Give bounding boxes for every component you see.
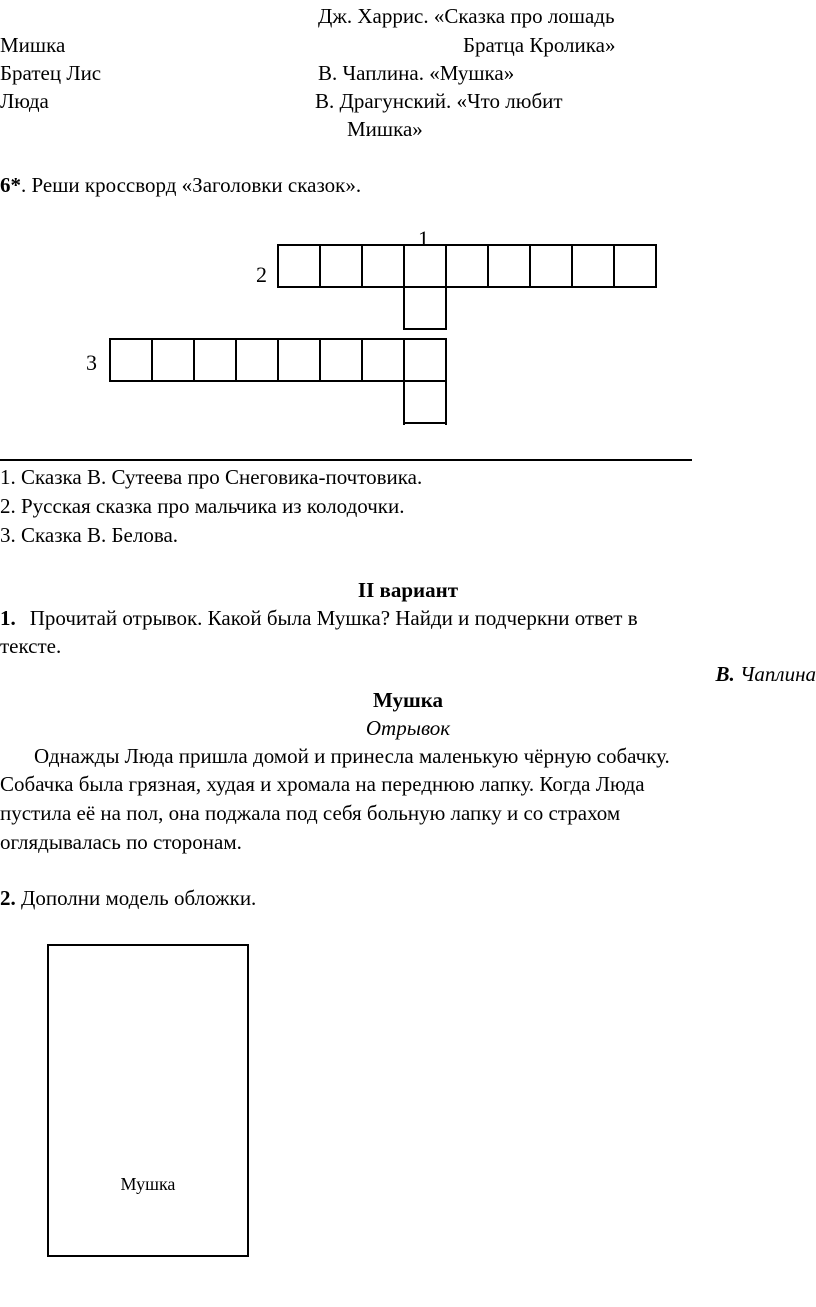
clue-number-2: 2 <box>256 262 267 287</box>
clue-3: 3. Сказка В. Белова. <box>0 523 179 547</box>
crossword-grid <box>0 215 692 425</box>
crossword-cell-row3 <box>152 339 194 381</box>
matching-right-5: Мишка» <box>347 117 423 141</box>
task1-number: 1. <box>0 606 16 630</box>
crossword-cell-col1 <box>404 423 446 425</box>
crossword-cell-row2 <box>488 245 530 287</box>
task2-text: Дополни модель обложки. <box>21 886 257 910</box>
clue-1: 1. Сказка В. Сутеева про Снеговика-почтовика. <box>0 465 423 489</box>
story-title: Мушка <box>372 688 444 712</box>
matching-right-4: В. Драгунский. «Что любит <box>315 89 563 113</box>
task6-text: . Реши кроссворд «Заголовки сказок». <box>21 173 362 197</box>
task1-line1 <box>0 606 638 631</box>
matching-left-2: Братец Лис <box>0 61 102 85</box>
story-line-4: оглядывалась по сторонам. <box>0 830 242 854</box>
story-line-3: пустила её на пол, она поджала под себя больную лапку и со страхом <box>0 801 621 825</box>
author-initial: В. <box>715 662 735 686</box>
crossword-cell-row2 <box>320 245 362 287</box>
matching-left-3: Люда <box>0 89 49 113</box>
crossword-cell-row2 <box>614 245 656 287</box>
cover-model <box>47 944 249 1257</box>
clue-2: 2. Русская сказка про мальчика из колодочки. <box>0 494 405 518</box>
variant-title: II вариант <box>357 578 459 602</box>
task2-number: 2. <box>0 886 16 910</box>
task1-text: Прочитай отрывок. Какой была Мушка? Найди и подчеркни ответ в <box>29 606 638 630</box>
author-name: Чаплина <box>739 662 816 686</box>
crossword-cell-row2 <box>362 245 404 287</box>
crossword-cell-row3 <box>194 339 236 381</box>
crossword-cell-col1 <box>404 381 446 423</box>
crossword-cell-row2 <box>572 245 614 287</box>
task1-line2: тексте. <box>0 634 62 658</box>
author-attribution <box>715 662 816 687</box>
matching-right-3: В. Чаплина. «Мушка» <box>318 61 515 85</box>
crossword-cell-row2 <box>278 245 320 287</box>
crossword-cell-row3 <box>278 339 320 381</box>
crossword-cell-row3 <box>236 339 278 381</box>
crossword-cell-row3 <box>320 339 362 381</box>
matching-right-2: Братца Кролика» <box>463 33 616 57</box>
crossword-cell-row2 <box>404 245 446 287</box>
task2-heading <box>0 886 256 911</box>
crossword-cell-row3 <box>404 339 446 381</box>
story-line-1: Однажды Люда пришла домой и принесла маленькую чёрную собачку. <box>34 744 670 768</box>
crossword-cell-row3 <box>110 339 152 381</box>
story-line-2: Собачка была грязная, худая и хромала на переднюю лапку. Когда Люда <box>0 772 645 796</box>
matching-left-1: Мишка <box>0 33 66 57</box>
matching-right-1: Дж. Харрис. «Сказка про лошадь <box>318 4 615 28</box>
crossword-cell-col1 <box>404 287 446 329</box>
crossword-cell-row2 <box>530 245 572 287</box>
task6-number: 6* <box>0 173 21 197</box>
clue-number-3: 3 <box>86 350 97 375</box>
clue-number-1: 1 <box>418 226 429 251</box>
cover-title: Мушка <box>120 1174 176 1194</box>
task6-heading <box>0 173 361 198</box>
divider-line <box>0 459 692 461</box>
crossword-cell-row3 <box>362 339 404 381</box>
story-subtitle: Отрывок <box>365 716 451 740</box>
crossword-cell-row2 <box>446 245 488 287</box>
